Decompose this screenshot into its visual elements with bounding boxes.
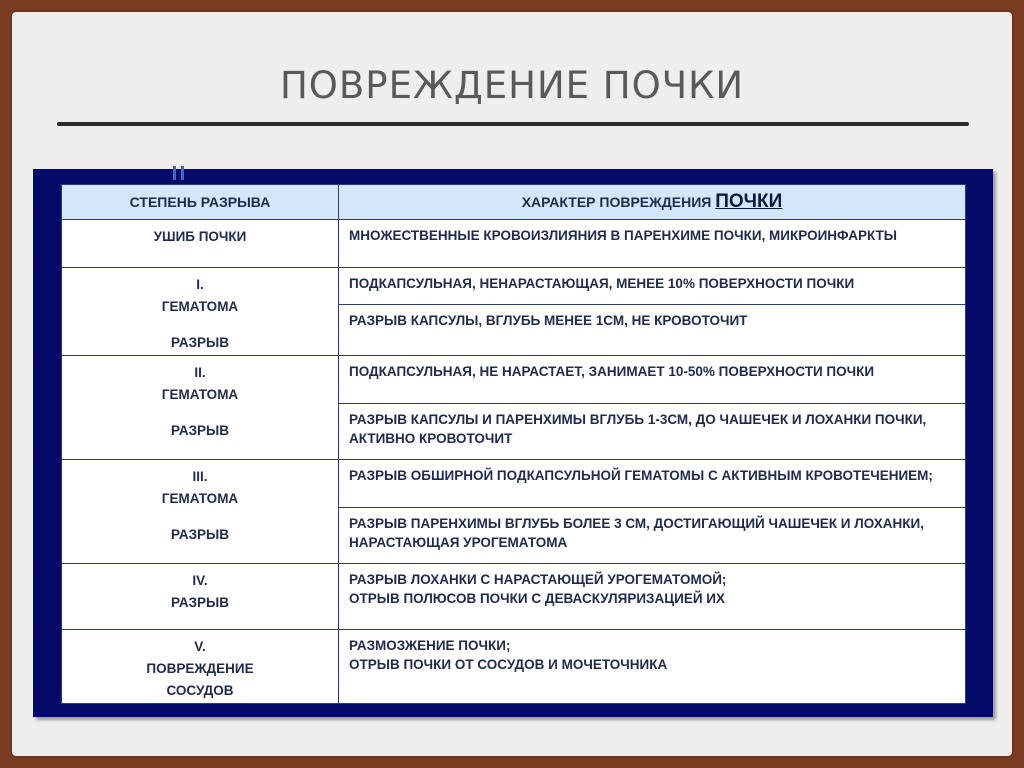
grade4-label: РАЗРЫВ (171, 595, 229, 610)
grade3-hematoma-desc: РАЗРЫВ ОБШИРНОЙ ПОДКАПСУЛЬНОЙ ГЕМАТОМЫ С АКТИВНЫМ КРОВОТЕЧЕНИЕМ; (339, 460, 966, 508)
grade2-rupture: РАЗРЫВ (171, 423, 229, 438)
table-row (62, 460, 966, 508)
grade5-desc (339, 630, 966, 704)
grade3-hematoma: ГЕМАТОМА (161, 491, 239, 506)
grade3-cell (62, 460, 339, 564)
table-row (62, 220, 966, 268)
grade1-rupture: РАЗРЫВ (171, 335, 229, 350)
header-character (339, 185, 966, 220)
grade1-hematoma: ГЕМАТОМА (161, 299, 239, 314)
grade3-numeral: III. (192, 469, 208, 484)
header-character-prefix: ХАРАКТЕР ПОВРЕЖДЕНИЯ (521, 194, 712, 210)
grade5-cell (62, 630, 339, 704)
grade3-rupture-desc: РАЗРЫВ ПАРЕНХИМЫ ВГЛУБЬ БОЛЕЕ 3 СМ, ДОСТИГАЮЩИЙ ЧАШЕЧЕК И ЛОХАНКИ, НАРАСТАЮЩАЯ УРОГЕМАТОМА (339, 508, 966, 564)
grade3-rupture: РАЗРЫВ (171, 527, 229, 542)
grade1-numeral: I. (196, 277, 204, 292)
kidney-injury-table (61, 184, 966, 704)
table-row (62, 630, 966, 704)
contusion-label: УШИБ ПОЧКИ (62, 220, 339, 268)
grade2-hematoma-desc: ПОДКАПСУЛЬНАЯ, НЕ НАРАСТАЕТ, ЗАНИМАЕТ 10-50% ПОВЕРХНОСТИ ПОЧКИ (339, 356, 966, 404)
header-character-emph: ПОЧКИ (715, 191, 783, 212)
grade2-numeral: II. (194, 365, 206, 380)
grade4-cell (62, 564, 339, 630)
grade4-desc-line1: РАЗРЫВ ЛОХАНКИ С НАРАСТАЮЩЕЙ УРОГЕМАТОМОЙ; (349, 572, 727, 587)
contusion-desc: МНОЖЕСТВЕННЫЕ КРОВОИЗЛИЯНИЯ В ПАРЕНХИМЕ ПОЧКИ, МИКРОИНФАРКТЫ (339, 220, 966, 268)
grade5-desc-line1: РАЗМОЗЖЕНИЕ ПОЧКИ; (349, 638, 511, 653)
grade4-numeral: IV. (192, 573, 208, 588)
table-frame (33, 169, 993, 717)
grade5-desc-line2: ОТРЫВ ПОЧКИ ОТ СОСУДОВ И МОЧЕТОЧНИКА (349, 657, 668, 672)
table-header-row (62, 185, 966, 220)
grade1-cell (62, 268, 339, 356)
decorative-marker (173, 166, 185, 180)
grade2-hematoma: ГЕМАТОМА (161, 387, 239, 402)
grade2-rupture-desc: РАЗРЫВ КАПСУЛЫ И ПАРЕНХИМЫ ВГЛУБЬ 1-3СМ, ДО ЧАШЕЧЕК И ЛОХАНКИ ПОЧКИ, АКТИВНО КРОВОТОЧИТ (339, 404, 966, 460)
grade2-cell (62, 356, 339, 460)
grade4-desc (339, 564, 966, 630)
slide (12, 12, 1012, 756)
slide-title: ПОВРЕЖДЕНИЕ ПОЧКИ (279, 64, 745, 107)
grade5-label-line1: ПОВРЕЖДЕНИЕ (146, 661, 254, 676)
table-row (62, 268, 966, 305)
table-row (62, 564, 966, 630)
grade1-rupture-desc: РАЗРЫВ КАПСУЛЫ, ВГЛУБЬ МЕНЕЕ 1СМ, НЕ КРОВОТОЧИТ (339, 304, 966, 355)
grade1-hematoma-desc: ПОДКАПСУЛЬНАЯ, НЕНАРАСТАЮЩАЯ, МЕНЕЕ 10% ПОВЕРХНОСТИ ПОЧКИ (339, 268, 966, 305)
grade4-desc-line2: ОТРЫВ ПОЛЮСОВ ПОЧКИ С ДЕВАСКУЛЯРИЗАЦИЕЙ ИХ (349, 591, 725, 606)
grade5-numeral: V. (194, 639, 206, 654)
title-divider (57, 122, 969, 126)
header-grade: СТЕПЕНЬ РАЗРЫВА (62, 185, 339, 220)
grade5-label-line2: СОСУДОВ (166, 683, 234, 698)
table-row (62, 356, 966, 404)
